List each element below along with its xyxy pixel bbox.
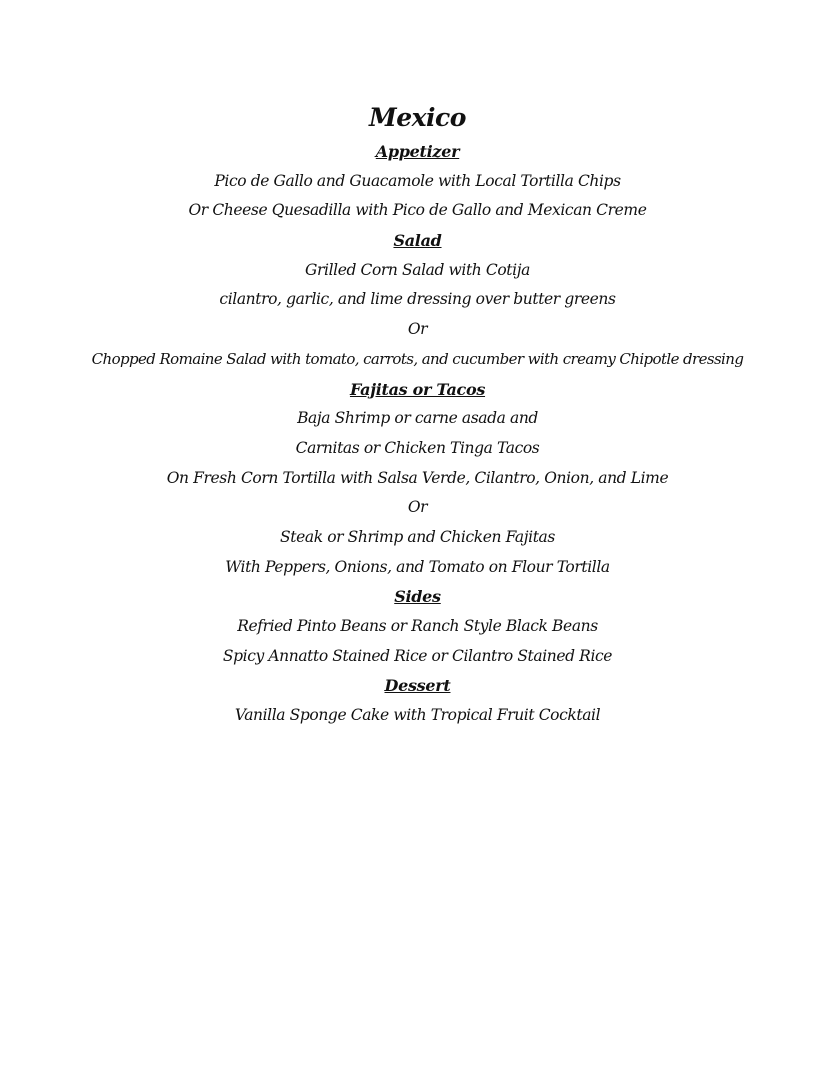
section-heading-dessert: Dessert [384,676,451,696]
menu-item: With Peppers, Onions, and Tomato on Flour Tortilla [225,557,610,576]
menu-title: Mexico [369,103,466,132]
menu-item: Carnitas or Chicken Tinga Tacos [295,438,540,457]
menu-item: Pico de Gallo and Guacamole with Local Tortilla Chips [214,171,621,190]
menu-item: Spicy Annatto Stained Rice or Cilantro Stained Rice [222,646,613,665]
section-heading-salad: Salad [393,231,442,251]
menu-item: On Fresh Corn Tortilla with Salsa Verde, Cilantro, Onion, and Lime [166,468,669,487]
menu-content [0,99,835,731]
menu-item: Grilled Corn Salad with Cotija [305,260,530,279]
menu-item: Baja Shrimp or carne asada and [297,409,538,428]
menu-item: Refried Pinto Beans or Ranch Style Black Beans [237,617,598,635]
menu-item-or: Or [407,320,428,339]
section-heading-sides: Sides [394,587,441,607]
section-dessert [0,671,835,730]
menu-item-or: Or [407,498,428,517]
menu-item: Or Cheese Quesadilla with Pico de Gallo and Mexican Creme [188,201,647,220]
menu-item: cilantro, garlic, and lime dressing over butter greens [219,290,616,309]
section-fajitas-or-tacos [0,375,835,583]
section-heading-appetizer: Appetizer [375,142,460,161]
section-salad [0,226,835,374]
menu-item: Vanilla Sponge Cake with Tropical Fruit Cocktail [234,706,601,725]
menu-item: Chopped Romaine Salad with tomato, carrots, and cucumber with creamy Chipotle dressing [91,349,744,368]
section-heading-fajitas-or-tacos: Fajitas or Tacos [349,379,486,399]
section-appetizer [0,137,835,226]
section-sides [0,582,835,671]
menu-item: Steak or Shrimp and Chicken Fajitas [280,527,555,546]
